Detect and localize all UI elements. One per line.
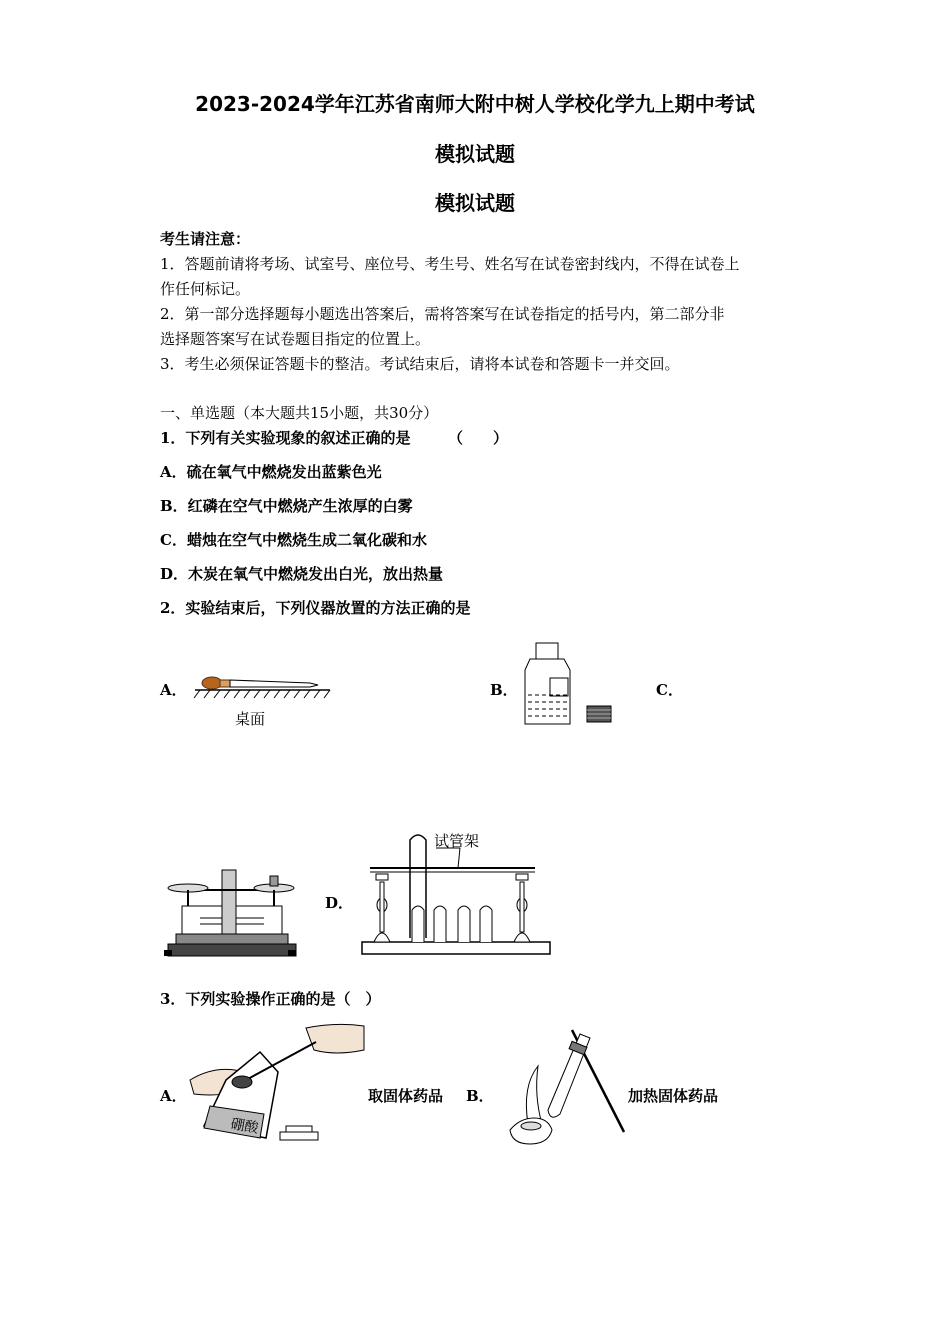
notice-item: 选择题答案写在试卷题目指定的位置上。	[160, 330, 431, 348]
heat-solid-figure	[500, 1026, 630, 1152]
question-1-option-d: D．木炭在氧气中燃烧发出白光，放出热量	[160, 565, 444, 583]
question-2-label-c: C．	[656, 681, 683, 699]
notice-item: 2．第一部分选择题每小题选出答案后，需将答案写在试卷指定的括号内，第二部分非	[160, 305, 725, 323]
rack-label: 试管架	[434, 832, 480, 850]
notice-item: 1．答题前请将考场、试室号、座位号、考生号、姓名写在试卷密封线内，不得在试卷上	[160, 255, 740, 273]
exam-subtitle: 模拟试题	[435, 142, 515, 166]
section-heading: 一、单选题（本大题共15小题，共30分）	[160, 404, 439, 422]
desk-label: 桌面	[235, 710, 266, 728]
balance-scale-figure	[160, 862, 300, 962]
question-1-stem: 1．下列有关实验现象的叙述正确的是 （ ）	[160, 429, 508, 447]
question-1-option-b: B．红磷在空气中燃烧产生浓厚的白雾	[160, 497, 413, 515]
question-1-option-a: A．硫在氧气中燃烧发出蓝紫色光	[160, 463, 382, 481]
notice-item: 作任何标记。	[160, 280, 251, 298]
dropper-on-desk-figure	[190, 660, 335, 735]
caption-heat-solid: 加热固体药品	[628, 1087, 719, 1105]
notice-heading: 考生请注意：	[160, 230, 251, 248]
caption-take-solid: 取固体药品	[368, 1087, 444, 1105]
exam-subtitle-repeat: 模拟试题	[435, 191, 515, 215]
question-2-label-b: B．	[490, 681, 518, 699]
question-3-stem: 3．下列实验操作正确的是（ ）	[160, 990, 381, 1008]
question-2-label-d: D．	[325, 894, 354, 912]
question-2-label-a: A．	[160, 681, 187, 699]
test-tube-rack-figure	[360, 830, 555, 960]
bottle-label: 硼酸	[229, 1116, 260, 1137]
question-1-option-c: C．蜡烛在空气中燃烧生成二氧化碳和水	[160, 531, 427, 549]
question-2-stem: 2．实验结束后，下列仪器放置的方法正确的是	[160, 599, 471, 617]
exam-title: 2023-2024学年江苏省南师大附中树人学校化学九上期中考试	[195, 92, 755, 116]
question-3-label-a: A．	[160, 1087, 187, 1105]
notice-item: 3．考生必须保证答题卡的整洁。考试结束后，请将本试卷和答题卡一并交回。	[160, 355, 680, 373]
reagent-bottle-figure	[520, 640, 620, 730]
take-solid-reagent-figure	[186, 1020, 366, 1150]
question-3-label-b: B．	[466, 1087, 494, 1105]
